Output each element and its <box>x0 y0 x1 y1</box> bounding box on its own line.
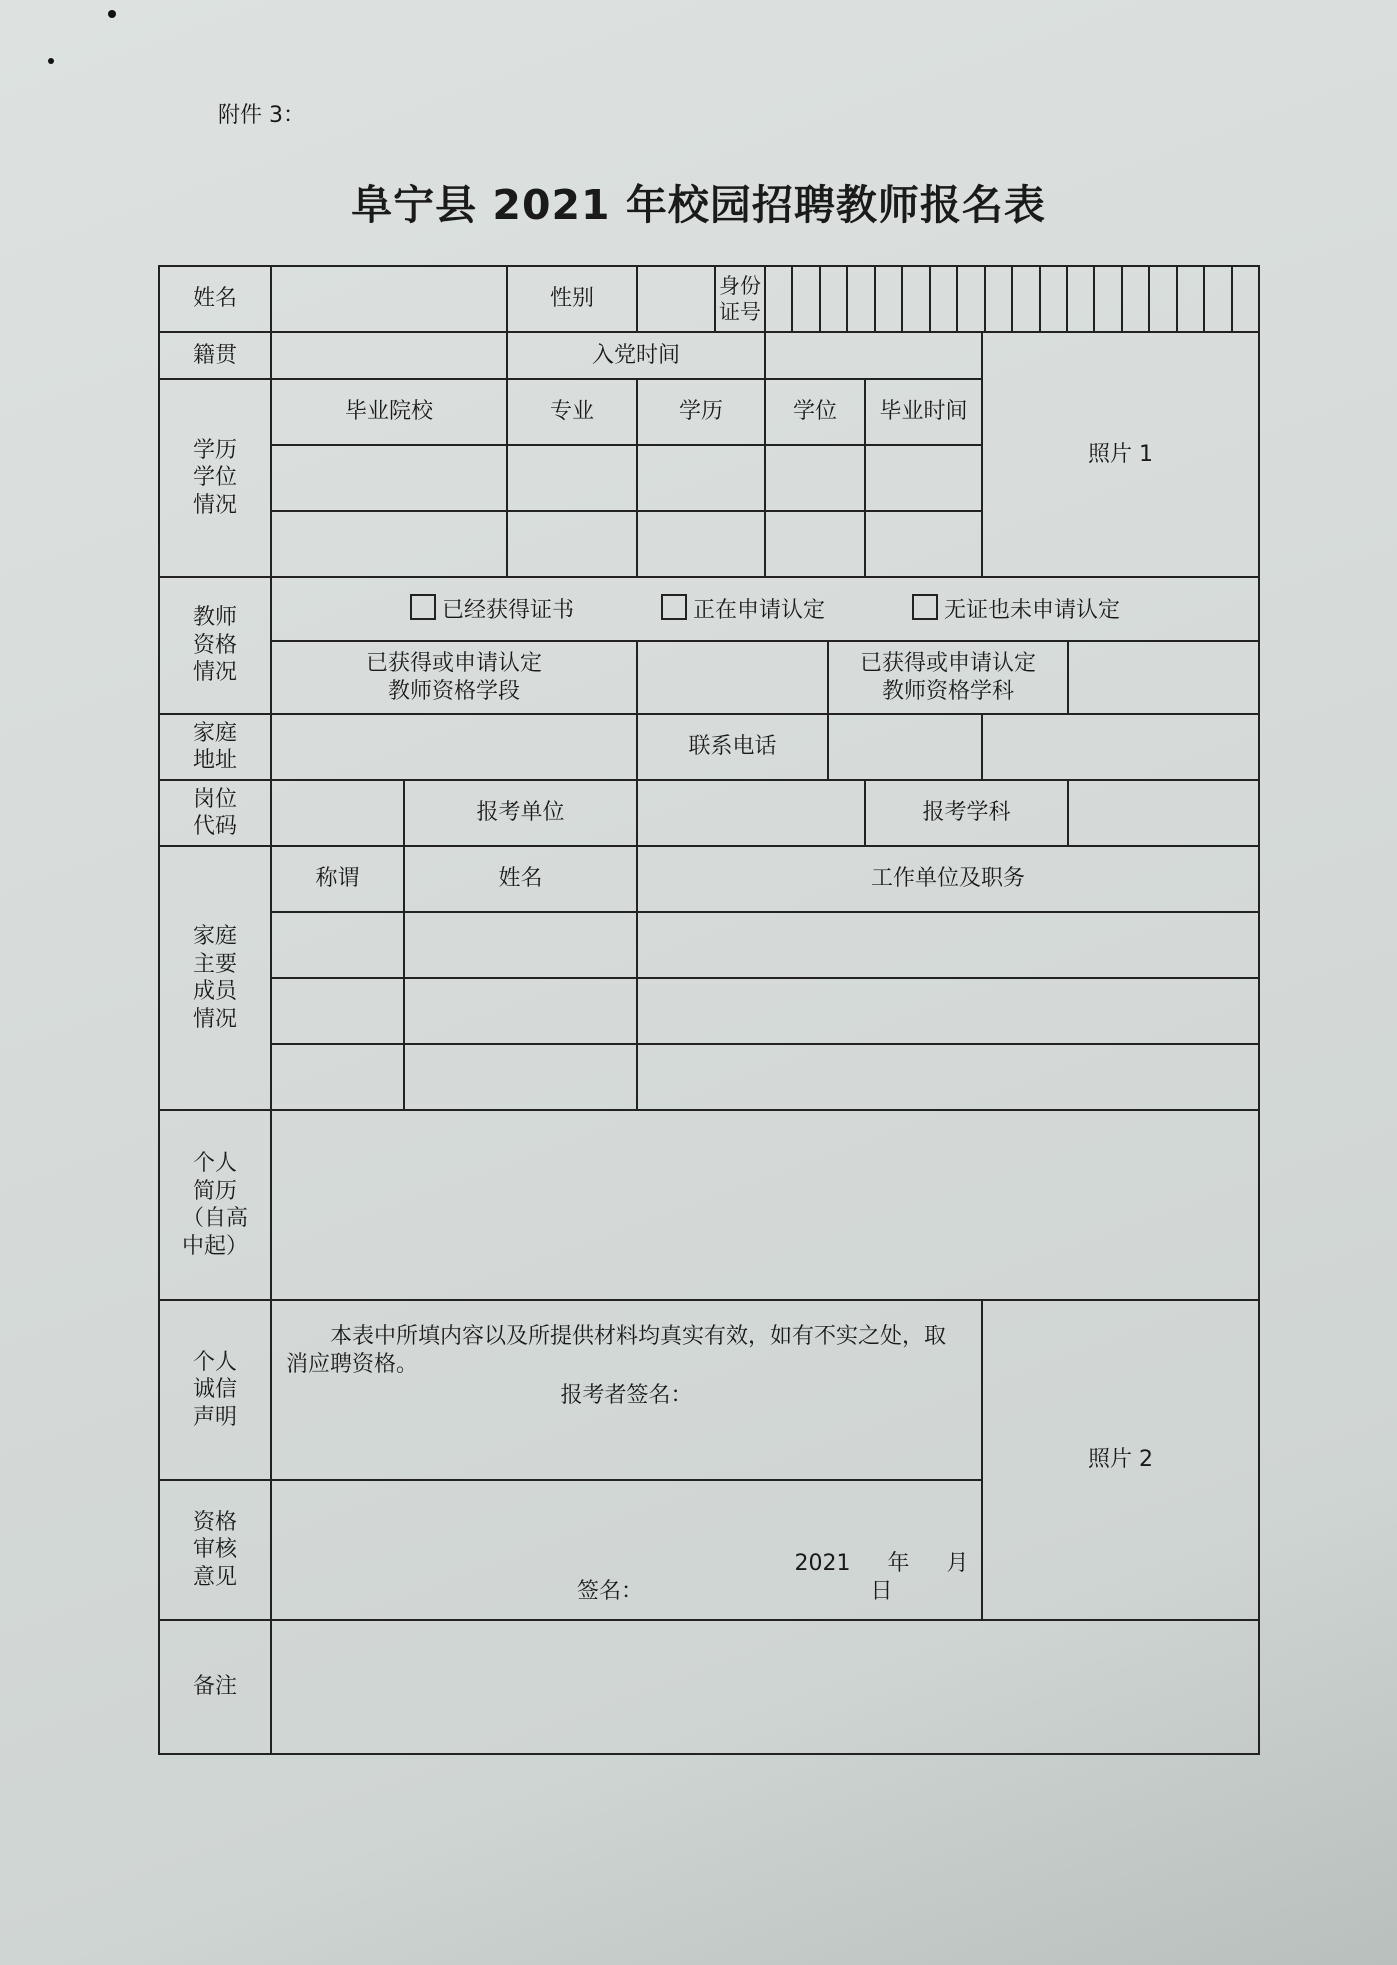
family-header-work: 工作单位及职务 <box>637 846 1259 912</box>
cert-option-none[interactable] <box>912 594 1120 625</box>
teacher-cert-section-label: 教师 资格 情况 <box>159 577 271 714</box>
education-cell[interactable] <box>765 445 865 511</box>
id-number-field[interactable] <box>765 266 1259 332</box>
remarks-label: 备注 <box>159 1620 271 1754</box>
family-cell[interactable] <box>271 978 404 1044</box>
checkbox[interactable] <box>410 594 436 620</box>
audit-label: 资格 审核 意见 <box>159 1480 271 1620</box>
integrity-label: 个人 诚信 声明 <box>159 1300 271 1480</box>
family-cell[interactable] <box>637 978 1259 1044</box>
education-header-school: 毕业院校 <box>271 379 507 445</box>
checkbox[interactable] <box>661 594 687 620</box>
family-header-name: 姓名 <box>404 846 637 912</box>
ink-speck <box>108 10 116 18</box>
education-cell[interactable] <box>865 511 982 577</box>
exam-subject-field[interactable] <box>1068 780 1259 846</box>
teacher-cert-options <box>271 577 1259 641</box>
id-digit-box[interactable] <box>1176 267 1203 331</box>
id-digit-box[interactable] <box>1039 267 1066 331</box>
education-header-grad-time: 毕业时间 <box>865 379 982 445</box>
exam-unit-label: 报考单位 <box>404 780 637 846</box>
family-cell[interactable] <box>637 1044 1259 1110</box>
family-cell[interactable] <box>271 912 404 978</box>
education-cell[interactable] <box>507 445 637 511</box>
native-place-label: 籍贯 <box>159 332 271 379</box>
id-digit-box[interactable] <box>1066 267 1093 331</box>
post-code-label: 岗位 代码 <box>159 780 271 846</box>
integrity-text: 本表中所填内容以及所提供材料均真实有效，如有不实之处，取消应聘资格。 <box>286 1324 947 1377</box>
education-cell[interactable] <box>507 511 637 577</box>
remarks-field[interactable] <box>271 1620 1259 1754</box>
phone-field[interactable] <box>828 714 982 780</box>
id-digit-box[interactable] <box>1011 267 1038 331</box>
education-section-label: 学历 学位 情况 <box>159 379 271 577</box>
id-digit-box[interactable] <box>1148 267 1175 331</box>
education-cell[interactable] <box>765 511 865 577</box>
home-address-label: 家庭 地址 <box>159 714 271 780</box>
family-cell[interactable] <box>404 912 637 978</box>
cert-option-applying[interactable] <box>661 594 825 625</box>
family-cell[interactable] <box>404 1044 637 1110</box>
photo-1-box[interactable]: 照片 1 <box>982 332 1259 577</box>
cert-subject-label: 已获得或申请认定 教师资格学科 <box>828 641 1068 714</box>
audit-field[interactable] <box>271 1480 982 1620</box>
cert-option-label: 正在申请认定 <box>693 597 826 623</box>
family-cell[interactable] <box>271 1044 404 1110</box>
id-digit-boxes <box>766 267 1258 331</box>
id-digit-box[interactable] <box>874 267 901 331</box>
integrity-statement <box>271 1300 982 1480</box>
family-section-label: 家庭 主要 成员 情况 <box>159 846 271 1110</box>
cert-option-label: 已经获得证书 <box>442 597 575 623</box>
family-cell[interactable] <box>404 978 637 1044</box>
education-header-degree: 学位 <box>765 379 865 445</box>
attachment-label: 附件 3： <box>218 103 305 128</box>
education-header-major: 专业 <box>507 379 637 445</box>
id-digit-box[interactable] <box>1231 267 1258 331</box>
name-field[interactable] <box>271 266 507 332</box>
cert-stage-field[interactable] <box>637 641 828 714</box>
phone-extra-field[interactable] <box>982 714 1259 780</box>
education-cell[interactable] <box>271 445 507 511</box>
id-digit-box[interactable] <box>901 267 928 331</box>
id-digit-box[interactable] <box>1093 267 1120 331</box>
id-digit-box[interactable] <box>956 267 983 331</box>
ink-speck <box>48 58 54 64</box>
gender-label: 性别 <box>507 266 637 332</box>
photo-2-box[interactable]: 照片 2 <box>982 1300 1259 1620</box>
home-address-field[interactable] <box>271 714 637 780</box>
cert-option-label: 无证也未申请认定 <box>944 597 1121 623</box>
registration-form-table <box>158 265 1260 1755</box>
applicant-signature-label: 报考者签名： <box>560 1383 693 1408</box>
id-number-label: 身份 证号 <box>715 266 765 332</box>
family-header-relation: 称谓 <box>271 846 404 912</box>
party-join-time-label: 入党时间 <box>507 332 765 379</box>
post-code-field[interactable] <box>271 780 404 846</box>
checkbox[interactable] <box>912 594 938 620</box>
resume-field[interactable] <box>271 1110 1259 1300</box>
family-cell[interactable] <box>637 912 1259 978</box>
page-title: 阜宁县 2021 年校园招聘教师报名表 <box>351 181 1046 229</box>
id-digit-box[interactable] <box>1203 267 1230 331</box>
exam-subject-label: 报考学科 <box>865 780 1068 846</box>
party-join-time-field[interactable] <box>765 332 982 379</box>
id-digit-box[interactable] <box>1121 267 1148 331</box>
id-digit-box[interactable] <box>984 267 1011 331</box>
id-digit-box[interactable] <box>791 267 818 331</box>
education-cell[interactable] <box>271 511 507 577</box>
id-digit-box[interactable] <box>929 267 956 331</box>
phone-label: 联系电话 <box>637 714 828 780</box>
audit-date: 2021 年 月 日 <box>794 1551 969 1604</box>
exam-unit-field[interactable] <box>637 780 865 846</box>
id-digit-box[interactable] <box>766 267 791 331</box>
cert-subject-field[interactable] <box>1068 641 1259 714</box>
education-header-degree-level: 学历 <box>637 379 765 445</box>
gender-field[interactable] <box>637 266 715 332</box>
education-cell[interactable] <box>865 445 982 511</box>
audit-signature-label: 签名： <box>577 1578 644 1604</box>
id-digit-box[interactable] <box>819 267 846 331</box>
education-cell[interactable] <box>637 511 765 577</box>
cert-stage-label: 已获得或申请认定 教师资格学段 <box>271 641 637 714</box>
education-cell[interactable] <box>637 445 765 511</box>
native-place-field[interactable] <box>271 332 507 379</box>
name-label: 姓名 <box>159 266 271 332</box>
id-digit-box[interactable] <box>846 267 873 331</box>
cert-option-obtained[interactable] <box>410 594 574 625</box>
resume-label: 个人 简历 （自高 中起） <box>159 1110 271 1300</box>
